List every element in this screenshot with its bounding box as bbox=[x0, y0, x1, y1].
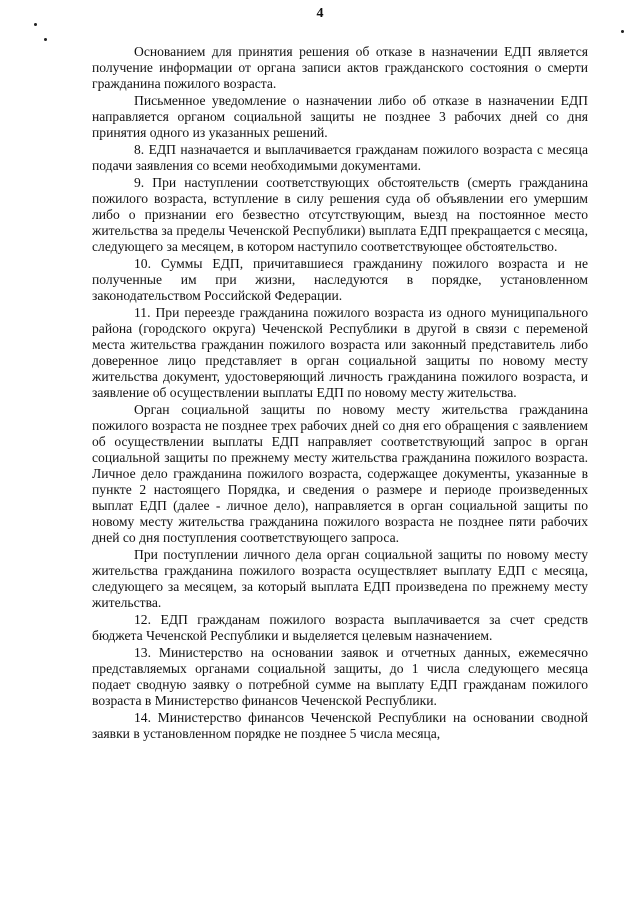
paragraph: 11. При переезде гражданина пожилого возраста из одного муниципального района (городского округа) Чеченской Республики в другой в связи с переменой места жительства гражданин пожилого возраста или законный представитель либо доверенное лицо представляет в орган социальной защиты по новому месту жительства документ, удостоверяющий личность гражданина пожилого возраста, и заявление об осуществлении выплаты ЕДП по новому месту жительства. bbox=[92, 305, 588, 400]
document-body bbox=[92, 44, 588, 743]
paragraph: Орган социальной защиты по новому месту жительства гражданина пожилого возраста не позднее трех рабочих дней со дня его обращения с заявлением об осуществлении выплаты ЕДП направляет соответствующий запрос в орган социальной защиты по прежнему месту жительства гражданина пожилого возраста. Личное дело гражданина пожилого возраста, содержащее документы, указанные в пункте 2 настоящего Порядка, и сведения о размере и периоде произведенных выплат ЕДП (далее - личное дело), направляется в орган социальной защиты по новому месту жительства гражданина пожилого возраста не позднее пяти рабочих дней со дня поступления соответствующего запроса. bbox=[92, 402, 588, 545]
paragraph: Письменное уведомление о назначении либо об отказе в назначении ЕДП направляется органом социальной защиты не позднее 3 рабочих дней со дня принятия одного из указанных решений. bbox=[92, 93, 588, 140]
paragraph: 8. ЕДП назначается и выплачивается гражданам пожилого возраста с месяца подачи заявления со всеми необходимыми документами. bbox=[92, 142, 588, 173]
paragraph: 9. При наступлении соответствующих обстоятельств (смерть гражданина пожилого возраста, вступление в силу решения суда об объявлении его умершим либо о признании его безвестно отсутствующим, выезд на постоянное место жительства за пределы Чеченской Республики) выплата ЕДП прекращается с месяца, следующего за месяцем, в котором наступило соответствующее обстоятельство. bbox=[92, 175, 588, 254]
page-number: 4 bbox=[316, 6, 324, 21]
paragraph: При поступлении личного дела орган социальной защиты по новому месту жительства гражданина пожилого возраста осуществляет выплату ЕДП с месяца, следующего за месяцем, за который выплата ЕДП произведена по прежнему месту жительства. bbox=[92, 547, 588, 610]
paragraph: 14. Министерство финансов Чеченской Республики на основании сводной заявки в установленном порядке не позднее 5 числа месяца, bbox=[92, 710, 588, 741]
paragraph: Основанием для принятия решения об отказе в назначении ЕДП является получение информации от органа записи актов гражданского состояния о смерти гражданина пожилого возраста. bbox=[92, 44, 588, 91]
paragraph: 10. Суммы ЕДП, причитавшиеся гражданину пожилого возраста и не полученные им при жизни, наследуются в порядке, установленном законодательством Российской Федерации. bbox=[92, 256, 588, 303]
paragraph: 13. Министерство на основании заявок и отчетных данных, ежемесячно представляемых органами социальной защиты, до 1 числа следующего месяца подает сводную заявку о потребной сумме на выплату ЕДП гражданам пожилого возраста в Министерство финансов Чеченской Республики. bbox=[92, 645, 588, 708]
paragraph: 12. ЕДП гражданам пожилого возраста выплачивается за счет средств бюджета Чеченской Республики и выделяется целевым назначением. bbox=[92, 612, 588, 643]
